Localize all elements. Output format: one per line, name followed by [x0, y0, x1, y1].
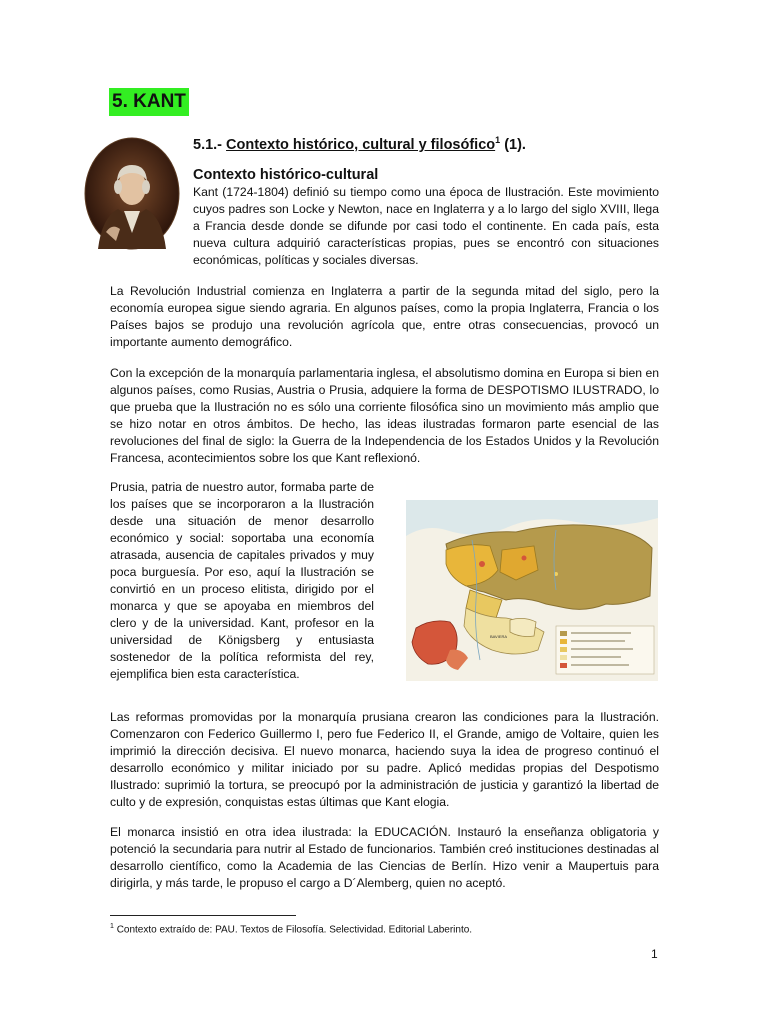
chapter-title: 5. KANT	[109, 88, 189, 116]
subsection-heading: Contexto histórico-cultural	[193, 167, 379, 183]
footnote-number: 1	[110, 923, 114, 930]
footnote-ref: 1	[495, 135, 501, 145]
section-heading	[193, 131, 526, 154]
page-number: 1	[651, 947, 658, 961]
paragraph-reforms: Las reformas promovidas por la monarquía prusiana crearon las condiciones para la Ilustración. Comenzaron con Federico Guillermo I, pero fue Federico II, el Grande, amigo de Voltaire, quien les imprimió la dirección decisiva. El nuevo monarca, haciendo suya la idea de progreso continuó el desarrollo económico y militar iniciado por su padre. Aplicó medidas propias del Despotismo Ilustrado: suprimió la tortura, se preocupó por la administración de justicia y garantizó la libertad de culto y de expresión, conquistas estas últimas que Kant elogia.	[110, 710, 659, 809]
map-label: BAVIERA	[490, 634, 508, 639]
footnote-separator	[110, 915, 296, 916]
paragraph-intro: Kant (1724-1804) definió su tiempo como una época de Ilustración. Este movimiento cuyos padres son Locke y Newton, nace en Inglaterra y a lo largo del siglo XVIII, llega a Francia desde donde se difunde por casi todo el continente. En cada país, esta nueva cultura adquirió características propias, pues se encontró con situaciones económicas, políticas y sociales diversas.	[193, 185, 659, 267]
paragraph-absolutism: Con la excepción de la monarquía parlamentaria inglesa, el absolutismo domina en Europa si bien en algunos países, como Rusias, Austria o Prusia, adquiere la forma de DESPOTISMO ILUSTRADO, lo que prueba que la Ilustración no es sólo una corriente filosófica sino un movimiento más amplio que se hizo notar en otros ámbitos. De hecho, las ideas ilustradas formaron parte esencial de las revoluciones del final de siglo: la Guerra de la Independencia de los Estados Unidos y la Revolución Francesa, acontecimientos sobre los que Kant reflexionó.	[110, 366, 659, 465]
paragraph-education: El monarca insistió en otra idea ilustrada: la EDUCACIÓN. Instauró la enseñanza obligatoria y potenció la secundaria para nutrir al Estado de funcionarios. También creó instituciones destinadas al desarrollo científico, como la Academia de las Ciencias de Berlín. Hizo venir a Maupertuis para dirigirla, y más tarde, le propuso el cargo a D´Alemberg, quien no aceptó.	[110, 825, 659, 890]
section-suffix: (1).	[504, 136, 526, 153]
kant-portrait	[84, 137, 180, 250]
section-title: Contexto histórico, cultural y filosófico	[226, 136, 496, 153]
prussia-map	[406, 500, 658, 681]
footnote	[110, 920, 472, 937]
paragraph-prussia: Prusia, patria de nuestro autor, formaba parte de los países que se incorporaron a la Ilustración desde una situación de menor desarrollo económico y social: soportaba una economía atrasada, ausencia de capitales privados y muy poca burguesía. Por eso, aquí la Ilustración se convirtió en un proceso elitista, dirigido por el monarca y que se apoyaba en miembros del clero y de la universidad. Kant, profesor en la universidad de Königsberg y entusiasta sostenedor de la política reformista del rey, ejemplifica bien esta característica.	[110, 480, 374, 681]
footnote-text: Contexto extraído de: PAU. Textos de Filosofía. Selectividad. Editorial Laberinto.	[116, 924, 473, 936]
paragraph-industrial-revolution: La Revolución Industrial comienza en Inglaterra a partir de la segunda mitad del siglo, pero la economía europea sigue siendo agraria. En algunos países, como la propia Inglaterra, Francia o los Países bajos se produjo una revolución agrícola que, entre otras consecuencias, provocó un importante aumento demográfico.	[110, 284, 659, 349]
section-number: 5.1.-	[193, 136, 223, 153]
